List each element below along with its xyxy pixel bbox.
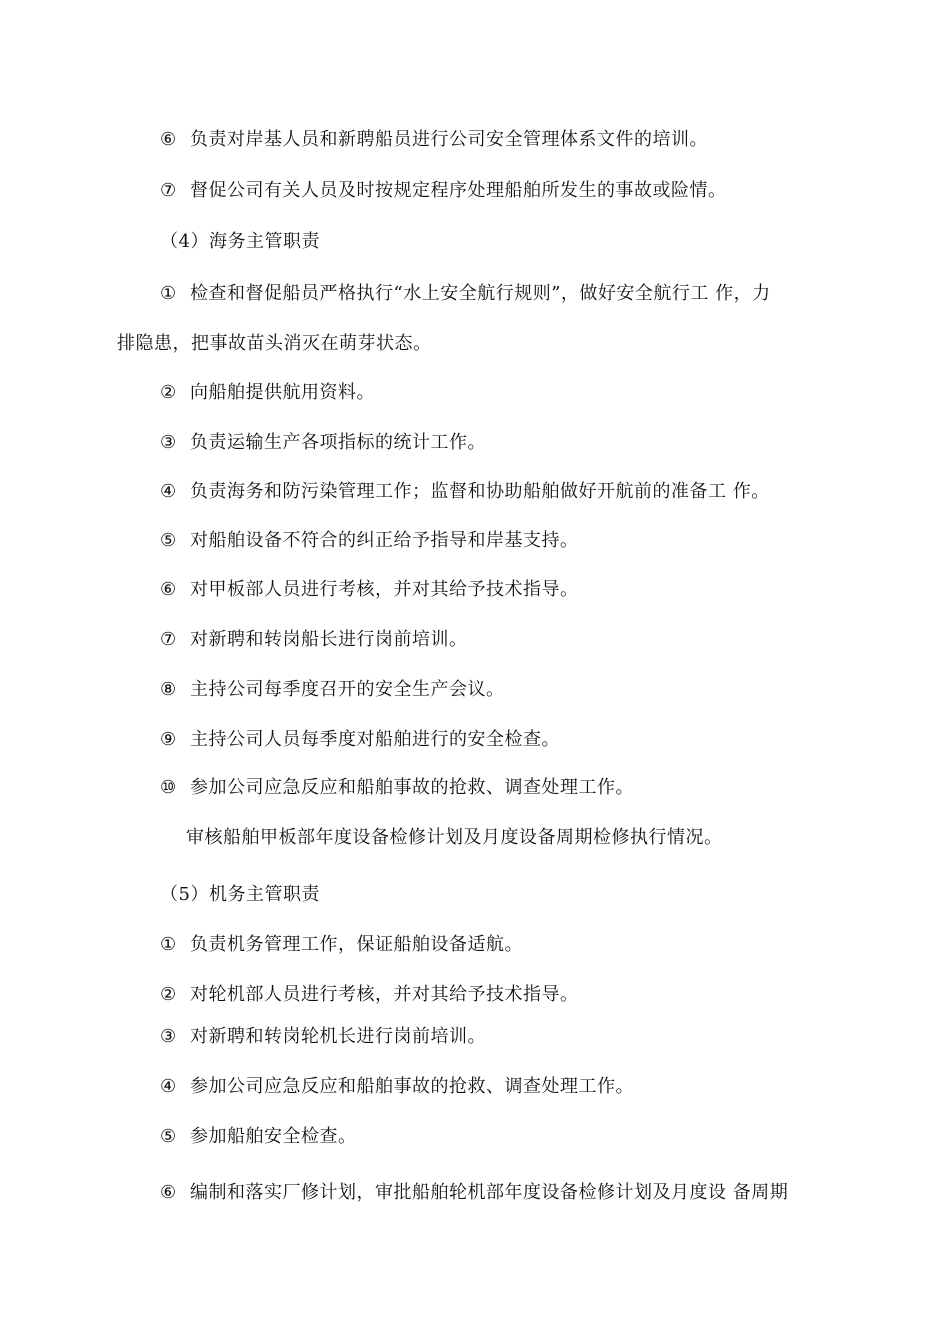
item-marker: ⑩ [160,777,177,798]
line-text: 对新聘和转岗船长进行岗前培训。 [190,629,468,650]
item-marker: ⑤ [160,1126,177,1147]
item-marker: ⑥ [160,129,177,150]
paragraph-line [160,529,579,553]
paragraph-line [160,480,770,504]
item-marker: ⑥ [160,1182,177,1203]
item-marker: ① [160,934,177,955]
item-marker: ③ [160,1026,177,1047]
line-text: 审核船舶甲板部年度设备检修计划及月度设备周期检修执行情况。 [186,827,723,848]
line-text: 负责海务和防污染管理工作；监督和协助船舶做好开航前的准备工 作。 [190,481,770,502]
line-text: 参加船舶安全检查。 [190,1126,357,1147]
paragraph-line [160,628,468,652]
item-marker: ⑧ [160,679,177,700]
paragraph-line [160,983,579,1007]
paragraph-line [160,728,560,752]
paragraph-line [160,1075,634,1099]
line-text: 主持公司人员每季度对船舶进行的安全检查。 [190,729,560,750]
line-text: 参加公司应急反应和船舶事故的抢救、调查处理工作。 [190,777,634,798]
heading-text: （4）海务主管职责 [160,231,320,252]
line-text: 负责机务管理工作，保证船舶设备适航。 [190,934,523,955]
line-text: 负责对岸基人员和新聘船员进行公司安全管理体系文件的培训。 [190,129,708,150]
paragraph-line [160,1025,486,1049]
item-marker: ⑥ [160,579,177,600]
line-text: 编制和落实厂修计划，审批船舶轮机部年度设备检修计划及月度设 备周期 [190,1182,789,1203]
item-marker: ③ [160,432,177,453]
paragraph-line [160,776,634,800]
item-marker: ⑦ [160,629,177,650]
line-text: 主持公司每季度召开的安全生产会议。 [190,679,505,700]
item-marker: ⑦ [160,180,177,201]
paragraph-line [160,933,523,957]
line-text: 检查和督促船员严格执行“水上安全航行规则”，做好安全航行工 作，力 [190,283,771,304]
item-marker: ⑤ [160,530,177,551]
line-text: 对船舶设备不符合的纠正给予指导和岸基支持。 [190,530,579,551]
paragraph-line [160,678,505,702]
line-text: 督促公司有关人员及时按规定程序处理船舶所发生的事故或险情。 [190,180,727,201]
line-text: 负责运输生产各项指标的统计工作。 [190,432,486,453]
line-text: 对新聘和转岗轮机长进行岗前培训。 [190,1026,486,1047]
paragraph-line [160,381,375,405]
line-text: 向船舶提供航用资料。 [190,382,375,403]
item-marker: ② [160,382,177,403]
line-text: 参加公司应急反应和船舶事故的抢救、调查处理工作。 [190,1076,634,1097]
heading-text: （5）机务主管职责 [160,884,320,905]
section-heading [160,230,320,254]
item-marker: ⑨ [160,729,177,750]
paragraph-line [160,1125,357,1149]
paragraph-continuation [117,332,432,356]
paragraph-line [160,1181,788,1205]
item-marker: ④ [160,481,177,502]
paragraph-line [160,128,708,152]
paragraph-line [160,431,486,455]
paragraph-line [160,179,727,203]
paragraph-line [186,826,723,850]
line-text: 对甲板部人员进行考核，并对其给予技术指导。 [190,579,579,600]
item-marker: ② [160,984,177,1005]
section-heading [160,883,320,907]
item-marker: ④ [160,1076,177,1097]
paragraph-line [160,282,771,306]
paragraph-line [160,578,579,602]
line-text: 排隐患，把事故苗头消灭在萌芽状态。 [117,333,432,354]
item-marker: ① [160,283,177,304]
line-text: 对轮机部人员进行考核，并对其给予技术指导。 [190,984,579,1005]
